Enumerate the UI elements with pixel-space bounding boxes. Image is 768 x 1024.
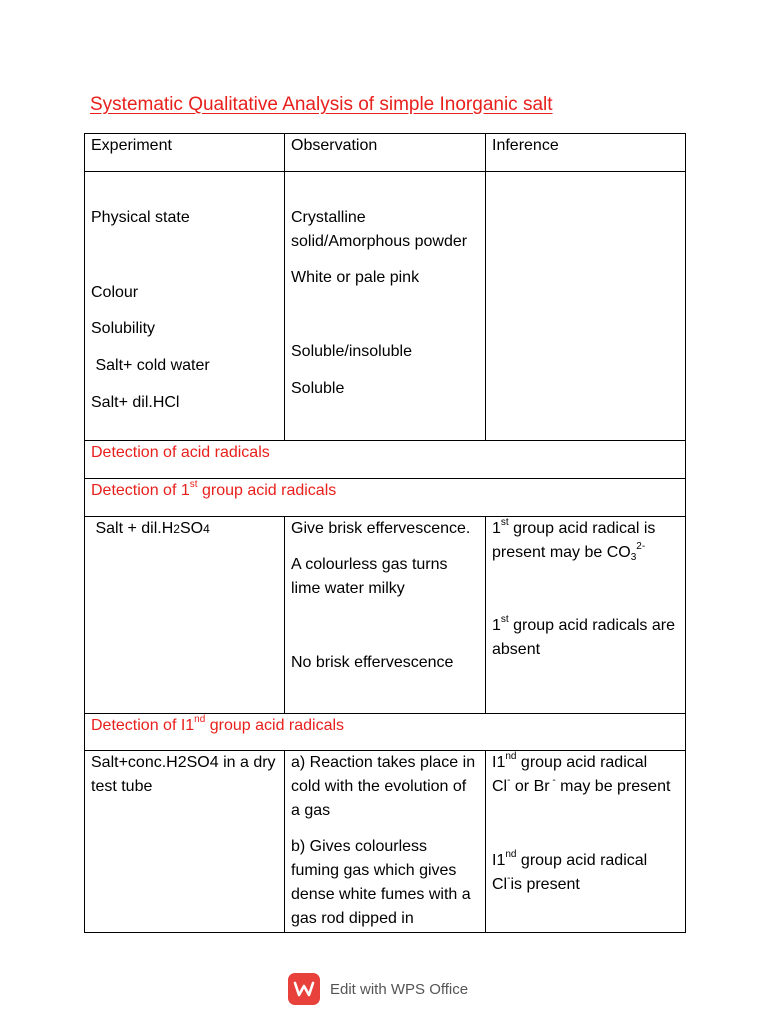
obs-hcl: Soluble (291, 380, 345, 397)
group2-obs-a: a) Reaction takes place in cold with the evolution of a gas (291, 754, 476, 819)
header-inference: Inference (486, 134, 686, 172)
table-header-row (85, 134, 686, 172)
exp-physical-state: Physical state (91, 209, 190, 226)
group1-heading: Detection of 1st group acid radicals (85, 479, 686, 517)
group2-experiment-cell (85, 751, 285, 933)
exp-dil-hcl: Salt+ dil.HCl (91, 394, 180, 411)
obs-colour: White or pale pink (291, 269, 420, 286)
group2-inf-present: I1nd group acid radical Cl-is present (492, 849, 648, 893)
physical-inference-cell (486, 172, 686, 441)
exp-solubility: Solubility (91, 320, 156, 337)
group2-inf-may-be-present: I1nd group acid radical Cl- or Br - may be present (492, 751, 671, 795)
group1-experiment: Salt + dil.H2SO4 (95, 520, 210, 537)
group1-inference-cell (486, 517, 686, 714)
wps-w-icon (288, 973, 320, 1005)
group2-heading-row (85, 714, 686, 751)
group1-obs-effervescence: Give brisk effervescence. (291, 520, 471, 537)
group2-observation-cell (285, 751, 486, 933)
acid-radicals-heading: Detection of acid radicals (85, 441, 686, 479)
group1-inf-present: 1st group acid radical is present may be $CO_3^{2-}$ (492, 517, 656, 563)
obs-physical-state: Crystalline solid/Amorphous powder (291, 209, 468, 250)
physical-properties-row (85, 172, 686, 441)
physical-observations-cell (285, 172, 486, 441)
group2-experiment: Salt+conc.H2SO4 in a dry test tube (91, 754, 276, 795)
header-experiment: Experiment (85, 134, 285, 172)
obs-solubility: Soluble/insoluble (291, 343, 412, 360)
acid-radicals-heading-row (85, 441, 686, 479)
group1-row (85, 517, 686, 714)
group2-inference-cell (486, 751, 686, 933)
exp-colour: Colour (91, 284, 139, 301)
wps-footer[interactable] (288, 972, 468, 1006)
analysis-table (84, 133, 686, 933)
group2-row (85, 751, 686, 933)
group1-experiment-cell (85, 517, 285, 714)
group1-obs-no-effervescence: No brisk effervescence (291, 654, 454, 671)
group1-obs-lime-water: A colourless gas turns lime water milky (291, 556, 448, 597)
header-observation: Observation (285, 134, 486, 172)
footer-label[interactable]: Edit with WPS Office (330, 980, 469, 998)
group1-observation-cell (285, 517, 486, 714)
group1-heading-row (85, 479, 686, 517)
page-title: Systematic Qualitative Analysis of simple Inorganic salt (90, 94, 553, 115)
physical-experiments-cell (85, 172, 285, 441)
group2-obs-b: b) Gives colourless fuming gas which gives dense white fumes with a gas rod dipped in (291, 838, 471, 927)
exp-cold-water: Salt+ cold water (91, 357, 210, 374)
group2-heading: Detection of I1nd group acid radicals (85, 714, 686, 751)
group1-inf-absent: 1st group acid radicals are absent (492, 614, 675, 658)
